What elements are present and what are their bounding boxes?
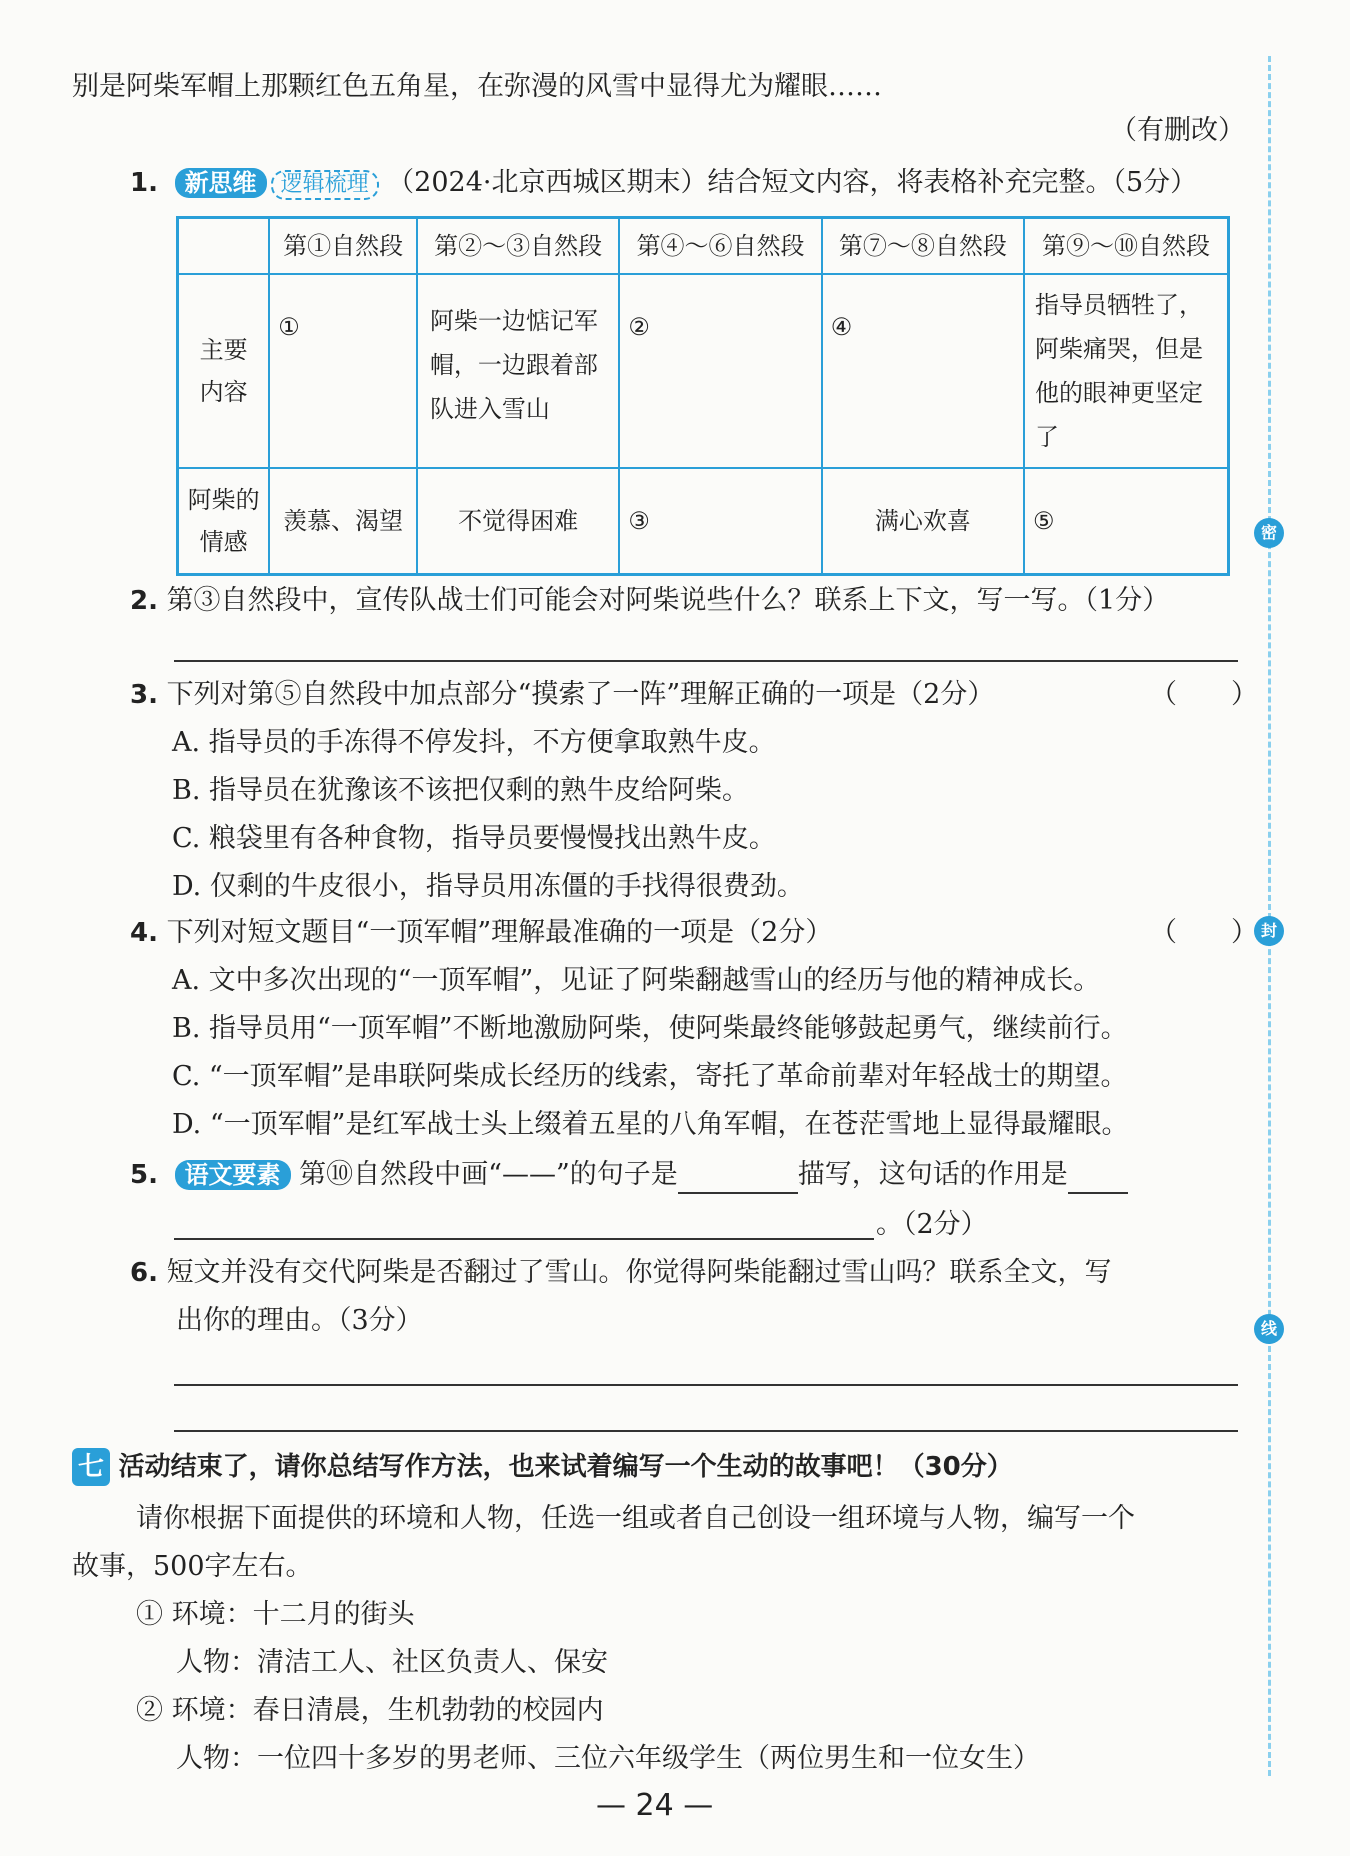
option-c[interactable]: C. “一顶军帽”是串联阿柴成长经历的线索，寄托了革命前辈对年轻战士的期望。 <box>172 1061 1128 1092</box>
question-5: 5. 语文要素 第⑩自然段中画“——”的句子是 描写，这句话的作用是 <box>130 1156 1128 1194</box>
table-cell: 阿柴一边惦记军帽，一边跟着部队进入雪山 <box>417 274 619 468</box>
answer-blank-1[interactable]: ① <box>269 274 417 468</box>
seal-mark-mi: 密 <box>1254 518 1284 548</box>
option-b[interactable]: B. 指导员用“一顶军帽”不断地激励阿柴，使阿柴最终能够鼓起勇气，继续前行。 <box>172 1013 1128 1044</box>
answer-line[interactable] <box>174 1384 1238 1386</box>
option-a[interactable]: A. 指导员的手冻得不停发抖，不方便拿取熟牛皮。 <box>172 727 776 758</box>
answer-blank-4[interactable]: ④ <box>822 274 1024 468</box>
new-thinking-badge: 新思维 <box>175 168 267 198</box>
answer-blank-5[interactable]: ⑤ <box>1024 468 1228 575</box>
table-cell: 不觉得困难 <box>417 468 619 575</box>
table-header: 第②～③自然段 <box>417 218 619 274</box>
row-label-feeling: 阿柴的 情感 <box>178 468 270 575</box>
question-4: 4. 下列对短文题目“一顶军帽”理解最准确的一项是（2分） <box>130 917 833 948</box>
answer-line[interactable] <box>174 1430 1238 1432</box>
answer-blank[interactable] <box>678 1164 798 1194</box>
option-1-environment: ① 环境：十二月的街头 <box>136 1599 415 1630</box>
answer-paren[interactable]: （ ） <box>1150 679 1258 710</box>
option-2-environment: ② 环境：春日清晨，生机勃勃的校园内 <box>136 1695 604 1726</box>
table-header: 第⑦～⑧自然段 <box>822 218 1024 274</box>
section-number-badge: 七 <box>72 1448 110 1486</box>
option-2-people: 人物：一位四十多岁的男老师、三位六年级学生（两位男生和一位女生） <box>176 1743 1040 1774</box>
question-6: 6. 短文并没有交代阿柴是否翻过了雪山。你觉得阿柴能翻过雪山吗？联系全文，写 <box>130 1257 1112 1288</box>
answer-blank-3[interactable]: ③ <box>619 468 821 575</box>
passage-last-line: 别是阿柴军帽上那颗红色五角星，在弥漫的风雪中显得尤为耀眼…… <box>72 71 882 102</box>
option-a[interactable]: A. 文中多次出现的“一顶军帽”，见证了阿柴翻越雪山的经历与他的精神成长。 <box>172 965 1101 996</box>
page-number: — 24 — <box>596 1788 714 1823</box>
section-7-intro: 请你根据下面提供的环境和人物，任选一组或者自己创设一组环境与人物，编写一个 <box>136 1503 1135 1534</box>
answer-paren[interactable]: （ ） <box>1150 917 1258 948</box>
option-c[interactable]: C. 粮袋里有各种食物，指导员要慢慢找出熟牛皮。 <box>172 823 776 854</box>
table-cell: 满心欢喜 <box>822 468 1024 575</box>
section-7-intro-2: 故事，500字左右。 <box>72 1551 313 1582</box>
option-d[interactable]: D. “一顶军帽”是红军战士头上缀着五星的八角军帽，在苍茫雪地上显得最耀眼。 <box>172 1109 1129 1140</box>
score-note: 。（2分） <box>876 1209 988 1240</box>
table-header: 第①自然段 <box>269 218 417 274</box>
answer-blank[interactable] <box>1068 1164 1128 1194</box>
answer-line[interactable] <box>174 660 1238 662</box>
section-7-heading: 七 活动结束了，请你总结写作方法，也来试着编写一个生动的故事吧！（30分） <box>72 1448 1013 1486</box>
source-note: （有删改） <box>1110 115 1245 146</box>
summary-table <box>176 216 1230 576</box>
question-text: （2024·北京西城区期末）结合短文内容，将表格补充完整。（5分） <box>387 167 1198 198</box>
table-header: 第④～⑥自然段 <box>619 218 821 274</box>
question-6-line2: 出你的理由。（3分） <box>176 1305 423 1336</box>
question-2: 2. 第③自然段中，宣传队战士们可能会对阿柴说些什么？联系上下文，写一写。（1分） <box>130 585 1170 616</box>
option-b[interactable]: B. 指导员在犹豫该不该把仅剩的熟牛皮给阿柴。 <box>172 775 750 806</box>
answer-line[interactable] <box>174 1238 874 1240</box>
table-cell: 指导员牺牲了，阿柴痛哭，但是他的眼神更坚定了 <box>1024 274 1228 468</box>
question-number: 1. <box>130 168 158 198</box>
seal-mark-xian: 线 <box>1254 1314 1284 1344</box>
question-3: 3. 下列对第⑤自然段中加点部分“摸索了一阵”理解正确的一项是（2分） <box>130 679 995 710</box>
question-1 <box>130 164 1197 202</box>
logic-tag: 逻辑梳理 <box>271 170 379 200</box>
option-1-people: 人物：清洁工人、社区负责人、保安 <box>176 1647 608 1678</box>
row-label-main-content: 主要 内容 <box>178 274 270 468</box>
table-header: 第⑨～⑩自然段 <box>1024 218 1228 274</box>
seal-mark-feng: 封 <box>1254 916 1284 946</box>
option-d[interactable]: D. 仅剩的牛皮很小，指导员用冻僵的手找得很费劲。 <box>172 871 804 902</box>
language-element-badge: 语文要素 <box>175 1160 291 1190</box>
table-cell: 羡慕、渴望 <box>269 468 417 575</box>
table-corner <box>178 218 270 274</box>
answer-blank-2[interactable]: ② <box>619 274 821 468</box>
